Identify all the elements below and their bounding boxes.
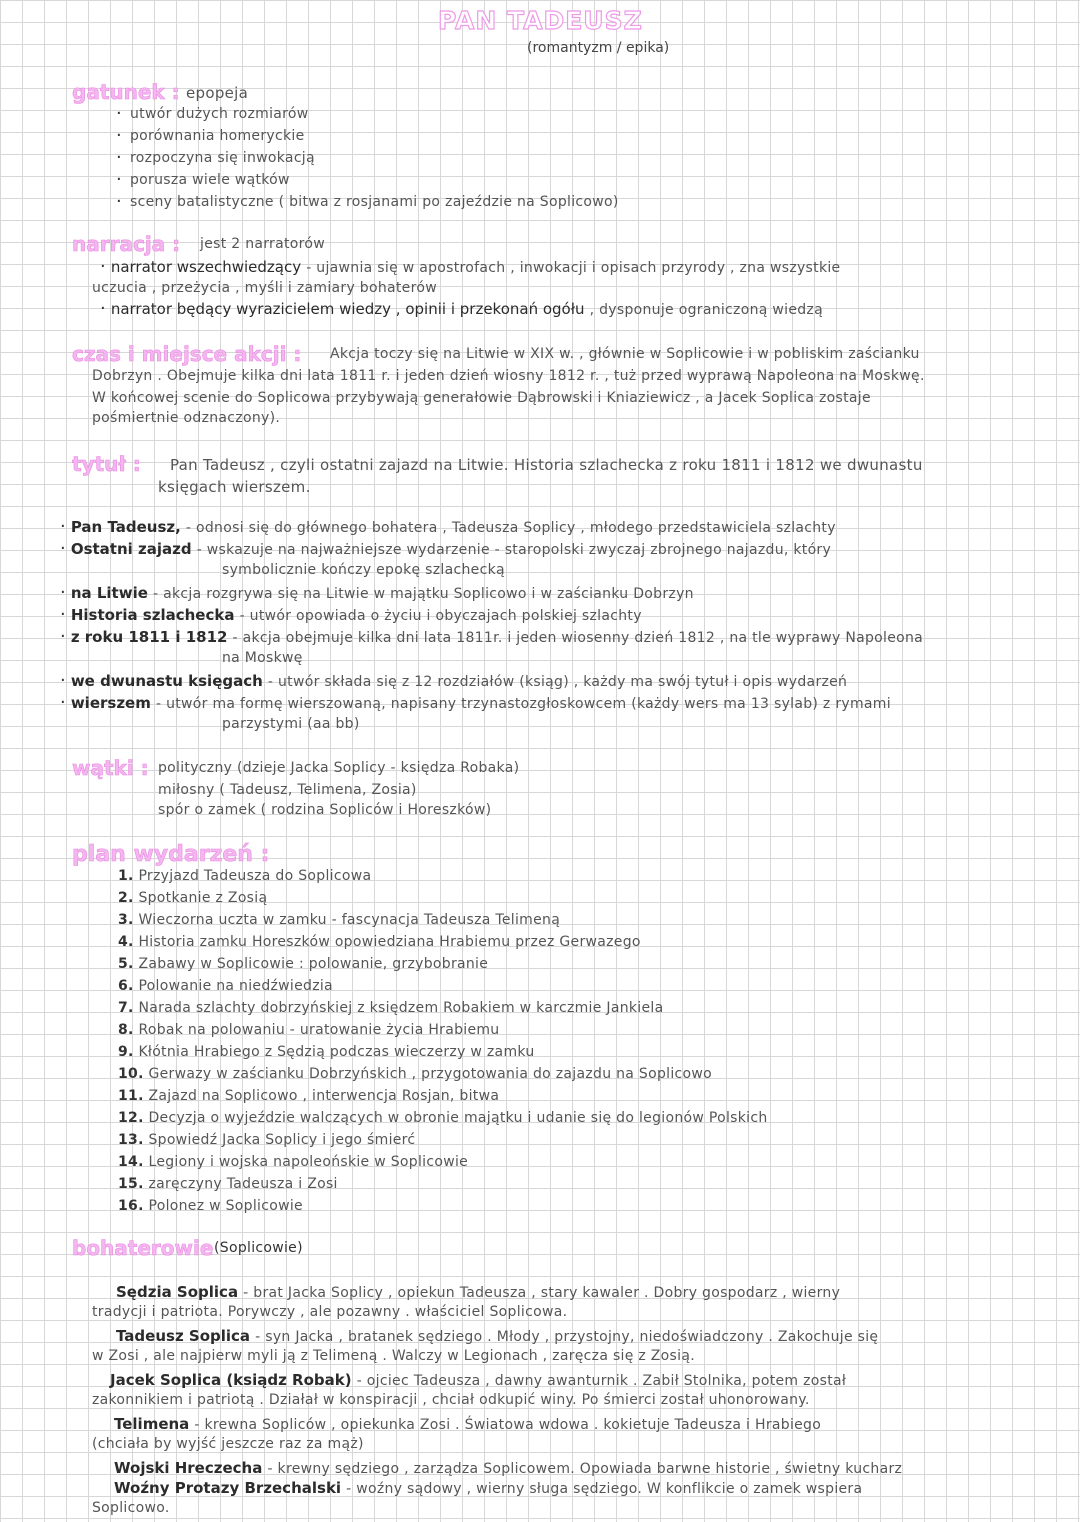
bohaterowie-sub: (Soplicowie) xyxy=(214,1240,303,1256)
character-desc: - brat Jacka Soplicy , opiekun Tadeusza , stary kawaler . Dobry gospodarz , wierny xyxy=(243,1285,841,1301)
tytul-part-text-cont: na Moskwę xyxy=(222,650,303,666)
tytul-part xyxy=(60,516,836,537)
character-entry xyxy=(114,1414,821,1433)
plan-item-text: Zabawy w Soplicowie : polowanie, grzybobranie xyxy=(138,956,489,972)
tytul-part-text: - odnosi się do głównego bohatera , Tadeusza Soplicy , młodego przedstawiciela szlachty xyxy=(185,520,836,536)
plan-item-text: Wieczorna uczta w zamku - fascynacja Tadeusza Telimeną xyxy=(138,912,561,928)
tytul-part xyxy=(60,604,642,625)
narrator-1 xyxy=(100,256,840,277)
character-entry xyxy=(116,1282,840,1301)
gatunek-item: · rozpoczyna się inwokacją xyxy=(130,150,315,166)
tytul-part-text: - utwór ma formę wierszowaną, napisany trzynastozgłoskowcem (każdy wers ma 13 sylab) z rymami xyxy=(155,696,891,712)
plan-item-text: zaręczyny Tadeusza i Zosi xyxy=(148,1176,338,1192)
plan-item-number: 15. xyxy=(118,1176,144,1192)
tytul-line: Pan Tadeusz , czyli ostatni zajazd na Litwie. Historia szlachecka z roku 1811 i 1812 we dwunastu xyxy=(170,456,923,474)
czas-line: W końcowej scenie do Soplicowa przybywają generałowie Dąbrowski i Kniaziewicz , a Jacek Soplica zostaje xyxy=(92,390,871,406)
tytul-part-key: Historia szlachecka xyxy=(70,606,235,624)
bullet-dot-icon: · xyxy=(100,256,106,277)
character-name: Sędzia Soplica xyxy=(116,1283,239,1301)
plan-item-number: 7. xyxy=(118,1000,134,1016)
bullet-dot-icon: · xyxy=(60,516,66,537)
character-desc-cont: (chciała by wyjść jeszcze raz za mąż) xyxy=(92,1436,364,1452)
plan-item-text: Gerwazy w zaścianku Dobrzyńskich , przygotowania do zajazdu na Soplicowo xyxy=(148,1066,713,1082)
plan-item-number: 1. xyxy=(118,868,134,884)
narrator-1-label: narrator wszechwiedzący xyxy=(110,258,302,276)
page-title: PAN TADEUSZ xyxy=(438,6,643,35)
tytul-part-text: - akcja obejmuje kilka dni lata 1811r. i jeden wiosenny dzień 1812 , na tle wyprawy Napoleona xyxy=(232,630,924,646)
character-desc-cont: w Zosi , ale najpierw myli ją z Telimeną . Walczy w Legionach , zaręcza się z Zosią. xyxy=(92,1348,695,1364)
plan-item-text: Historia zamku Horeszków opowiedziana Hrabiemu przez Gerwazego xyxy=(138,934,641,950)
character-desc-cont: tradycji i patriota. Porywczy , ale pozawny . właściciel Soplicowa. xyxy=(92,1304,568,1320)
character-name: Wojski Hreczecha xyxy=(114,1459,263,1477)
character-desc: - syn Jacka , bratanek sędziego . Młody , przystojny, niedoświadczony . Zakochuje się xyxy=(255,1329,879,1345)
gatunek-heading: gatunek : xyxy=(72,80,180,104)
narrator-2 xyxy=(100,298,823,319)
tytul-part-key: wierszem xyxy=(70,694,151,712)
page-subtitle: (romantyzm / epika) xyxy=(527,40,670,56)
plan-item xyxy=(118,934,641,950)
bullet-dot-icon: · xyxy=(60,582,66,603)
bullet-dot-icon: · xyxy=(60,626,66,647)
bullet-dot-icon: · xyxy=(100,298,106,319)
character-name: Tadeusz Soplica xyxy=(116,1327,251,1345)
character-entry xyxy=(116,1326,878,1345)
plan-item xyxy=(118,1022,499,1038)
tytul-part-key: Pan Tadeusz, xyxy=(70,518,181,536)
tytul-part xyxy=(60,692,891,713)
plan-item xyxy=(118,1066,712,1082)
plan-item-text: Decyzja o wyjeździe walczących w obronie majątku i udanie się do legionów Polskich xyxy=(148,1110,768,1126)
gatunek-item: · sceny batalistyczne ( bitwa z rosjanami po zajeździe na Soplicowo) xyxy=(130,194,619,210)
plan-item xyxy=(118,1198,303,1214)
plan-item xyxy=(118,1088,499,1104)
watki-item: spór o zamek ( rodzina Sopliców i Horeszków) xyxy=(158,802,492,818)
plan-heading: plan wydarzeń : xyxy=(72,842,270,867)
watki-item: polityczny (dzieje Jacka Soplicy - księdza Robaka) xyxy=(158,760,520,776)
gatunek-item: · porusza wiele wątków xyxy=(130,172,290,188)
tytul-part-text: - utwór składa się z 12 rozdziałów (ksiąg) , każdy ma swój tytuł i opis wydarzeń xyxy=(267,674,848,690)
bullet-dot-icon: · xyxy=(60,604,66,625)
tytul-part xyxy=(60,538,831,559)
czas-heading: czas i miejsce akcji : xyxy=(72,342,302,366)
character-desc-cont: zakonnikiem i patriotą . Działał w konspiracji , chciał odkupić winy. Po śmierci został uhonorowany. xyxy=(92,1392,810,1408)
plan-item xyxy=(118,868,371,884)
character-desc: - krewna Sopliców , opiekunka Zosi . Światowa wdowa . kokietuje Tadeusza i Hrabiego xyxy=(194,1417,822,1433)
plan-item-number: 16. xyxy=(118,1198,144,1214)
bohaterowie-heading: bohaterowie xyxy=(72,1236,214,1260)
plan-item-number: 2. xyxy=(118,890,134,906)
narracja-heading: narracja : xyxy=(72,232,181,256)
narrator-2-text: , dysponuje ograniczoną wiedzą xyxy=(589,302,823,318)
tytul-part-text-cont: parzystymi (aa bb) xyxy=(222,716,360,732)
plan-item xyxy=(118,912,560,928)
gatunek-value: epopeja xyxy=(186,84,249,102)
tytul-part-key: we dwunastu księgach xyxy=(70,672,263,690)
plan-item-number: 14. xyxy=(118,1154,144,1170)
character-name: Jacek Soplica (ksiądz Robak) xyxy=(110,1371,352,1389)
narracja-value: jest 2 narratorów xyxy=(200,236,326,252)
plan-item-number: 6. xyxy=(118,978,134,994)
gatunek-item: · porównania homeryckie xyxy=(130,128,305,144)
czas-line: pośmiertnie odznaczony). xyxy=(92,410,281,426)
plan-item-number: 11. xyxy=(118,1088,144,1104)
watki-item: miłosny ( Tadeusz, Telimena, Zosia) xyxy=(158,782,417,798)
narrator-1-text-cont: uczucia , przeżycia , myśli i zamiary bohaterów xyxy=(92,280,437,296)
tytul-part-text: - utwór opowiada o życiu i obyczajach polskiej szlachty xyxy=(239,608,642,624)
plan-item xyxy=(118,956,488,972)
tytul-part-text-cont: symbolicznie kończy epokę szlachecką xyxy=(222,562,505,578)
plan-item-text: Polonez w Soplicowie xyxy=(148,1198,303,1214)
tytul-part xyxy=(60,582,694,603)
character-entry xyxy=(114,1458,902,1477)
character-entry xyxy=(114,1478,862,1497)
tytul-part xyxy=(60,670,847,691)
tytul-part-key: na Litwie xyxy=(70,584,148,602)
tytul-part-text: - wskazuje na najważniejsze wydarzenie - staropolski zwyczaj zbrojnego najazdu, który xyxy=(196,542,832,558)
czas-line: Akcja toczy się na Litwie w XIX w. , głównie w Soplicowie i w pobliskim zaścianku xyxy=(330,346,920,362)
narrator-1-text: - ujawnia się w apostrofach , inwokacji i opisach przyrody , zna wszystkie xyxy=(306,260,841,276)
tytul-part-text: - akcja rozgrywa się na Litwie w majątku Soplicowo i w zaścianku Dobrzyn xyxy=(153,586,694,602)
character-desc-cont: Soplicowo. xyxy=(92,1500,170,1516)
plan-item-number: 3. xyxy=(118,912,134,928)
plan-item xyxy=(118,1154,468,1170)
plan-item-text: Spowiedź Jacka Soplicy i jego śmierć xyxy=(148,1132,416,1148)
plan-item xyxy=(118,1044,535,1060)
plan-item-text: Przyjazd Tadeusza do Soplicowa xyxy=(138,868,372,884)
character-name: Woźny Protazy Brzechalski xyxy=(114,1479,342,1497)
plan-item-text: Robak na polowaniu - uratowanie życia Hrabiemu xyxy=(138,1022,500,1038)
tytul-part xyxy=(60,626,923,647)
gatunek-item: · utwór dużych rozmiarów xyxy=(130,106,309,122)
plan-item-text: Zajazd na Soplicowo , interwencja Rosjan, bitwa xyxy=(148,1088,500,1104)
czas-line: Dobrzyn . Obejmuje kilka dni lata 1811 r. i jeden dzień wiosny 1812 r. , tuż przed wyprawą Napoleona na Moskwę. xyxy=(92,368,925,384)
watki-heading: wątki : xyxy=(72,756,149,780)
plan-item-number: 13. xyxy=(118,1132,144,1148)
tytul-part-key: z roku 1811 i 1812 xyxy=(70,628,228,646)
character-desc: - ojciec Tadeusza , dawny awanturnik . Zabił Stolnika, potem został xyxy=(356,1373,847,1389)
plan-item-number: 4. xyxy=(118,934,134,950)
plan-item-number: 10. xyxy=(118,1066,144,1082)
plan-item xyxy=(118,978,333,994)
character-desc: - woźny sądowy , wierny sługa sędziego. W konflikcie o zamek wspiera xyxy=(346,1481,863,1497)
plan-item-number: 5. xyxy=(118,956,134,972)
plan-item xyxy=(118,1176,338,1192)
plan-item xyxy=(118,1132,415,1148)
narrator-2-label: narrator będący wyrazicielem wiedzy , opinii i przekonań ogółu xyxy=(110,300,585,318)
character-name: Telimena xyxy=(114,1415,190,1433)
plan-item-number: 12. xyxy=(118,1110,144,1126)
plan-item-text: Kłótnia Hrabiego z Sędzią podczas wieczerzy w zamku xyxy=(138,1044,535,1060)
character-desc: - krewny sędziego , zarządza Soplicowem. Opowiada barwne historie , świetny kucharz xyxy=(267,1461,903,1477)
plan-item-text: Narada szlachty dobrzyńskiej z księdzem Robakiem w karczmie Jankiela xyxy=(138,1000,664,1016)
bullet-dot-icon: · xyxy=(60,670,66,691)
plan-item-number: 8. xyxy=(118,1022,134,1038)
plan-item-number: 9. xyxy=(118,1044,134,1060)
plan-item-text: Spotkanie z Zosią xyxy=(138,890,268,906)
plan-item xyxy=(118,1000,663,1016)
tytul-part-key: Ostatni zajazd xyxy=(70,540,192,558)
bullet-dot-icon: · xyxy=(60,538,66,559)
bullet-dot-icon: · xyxy=(60,692,66,713)
plan-item-text: Legiony i wojska napoleońskie w Soplicowie xyxy=(148,1154,469,1170)
tytul-line: księgach wierszem. xyxy=(158,478,311,496)
tytul-heading: tytuł : xyxy=(72,452,141,476)
plan-item xyxy=(118,890,267,906)
character-entry xyxy=(110,1370,846,1389)
plan-item xyxy=(118,1110,768,1126)
plan-item-text: Polowanie na niedźwiedzia xyxy=(138,978,333,994)
